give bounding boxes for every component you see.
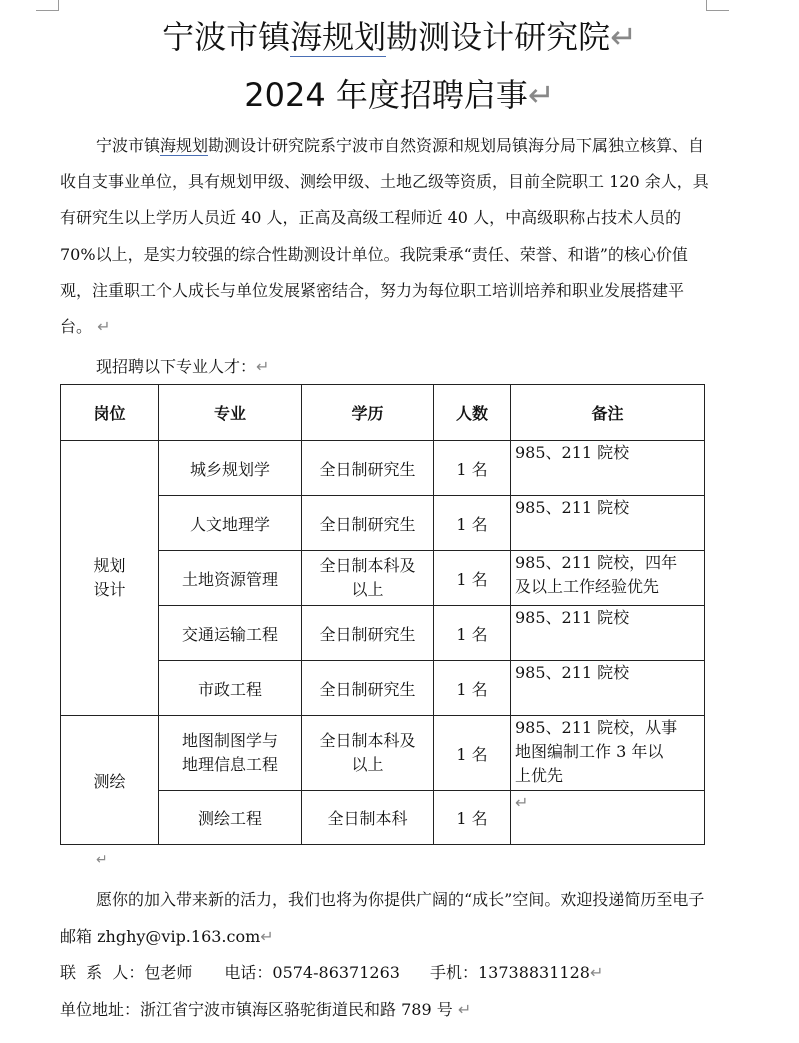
cell-major: 测绘工程	[159, 791, 302, 845]
closing-text: 愿你的加入带来新的活力，我们也将为你提供广阔的“成长”空间。欢迎投递简历至电子邮箱 zhghy@vip.163.com	[60, 890, 705, 946]
cell-note	[511, 551, 705, 606]
crop-mark-right	[706, 0, 729, 11]
closing-section	[60, 882, 710, 1028]
title-part: 宁波市镇	[162, 18, 291, 56]
group-label: 设计	[93, 580, 126, 599]
cell-major: 人文地理学	[159, 496, 302, 551]
cell-education: 全日制研究生	[302, 606, 434, 661]
cell-education	[302, 551, 434, 606]
positions-table	[60, 384, 705, 845]
paragraph-mark-icon: ↵	[260, 926, 274, 946]
phone-label: 电话：	[224, 963, 273, 982]
cell-line: 985、211 院校，从事	[515, 718, 678, 737]
cell-note: 985、211 院校	[511, 441, 705, 496]
paragraph-mark-icon: ↵	[256, 357, 270, 376]
cell-count: 1 名	[434, 551, 511, 606]
address-label: 单位地址：	[60, 999, 141, 1019]
intro-text: 勘测设计研究院系宁波市自然资源和规划局镇海分局下属独立核算、自收自支事业单位，具有规划甲级、测绘甲级、土地乙级等资质，目前全院职工 120 余人，具有研究生以上学历人员近 40 人，正高及高级工程师近 40 人，中高级职称占技术人员的 70%以上，是实力较强的综合性勘测设计单位。我院秉承“责任、荣誉、和谐”的核心价值观，注重职工个人成长与单位发展紧密结合，努力为每位职工培训培养和职业发展搭建平台。	[60, 136, 709, 337]
cell-education	[302, 716, 434, 791]
cell-note	[511, 791, 705, 845]
group-surveying: 测绘	[61, 716, 159, 845]
cell-major: 市政工程	[159, 661, 302, 716]
paragraph-mark-icon: ↵	[457, 999, 472, 1019]
cell-count: 1 名	[434, 606, 511, 661]
cell-line: 以上	[351, 755, 384, 774]
phone-number: 0574-86371263	[272, 963, 400, 982]
crop-mark-left	[36, 0, 59, 11]
intro-paragraph	[60, 128, 710, 345]
group-planning-design	[61, 441, 159, 716]
cell-line: 地图制图学与	[181, 731, 278, 750]
header-major: 专业	[159, 385, 302, 441]
cell-count: 1 名	[434, 661, 511, 716]
paragraph-mark-icon: ↵	[527, 76, 555, 114]
cell-line: 地图编制工作 3 年以	[515, 742, 664, 761]
cell-line: 全日制本科及	[319, 556, 416, 575]
cell-major: 交通运输工程	[159, 606, 302, 661]
cell-line: 及以上工作经验优先	[515, 577, 660, 596]
cell-education: 全日制研究生	[302, 496, 434, 551]
cell-major	[159, 716, 302, 791]
contact-label: 联 系 人：	[60, 963, 145, 982]
table-header-row	[61, 385, 705, 441]
cell-education: 全日制研究生	[302, 441, 434, 496]
table-row	[61, 716, 705, 791]
subtitle-text: 2024 年度招聘启事	[244, 76, 528, 114]
header-notes: 备注	[511, 385, 705, 441]
title-part: 勘测设计研究院	[386, 18, 611, 56]
intro-underlined-text: 海规划	[160, 136, 209, 155]
cell-line: 全日制本科及	[319, 731, 416, 750]
cell-note	[511, 716, 705, 791]
paragraph-mark-icon: ↵	[96, 852, 108, 868]
cell-education: 全日制本科	[302, 791, 434, 845]
cell-major: 土地资源管理	[159, 551, 302, 606]
contact-line	[60, 955, 710, 992]
title-underlined-part: 海规划	[290, 18, 387, 56]
cell-line: 地理信息工程	[181, 755, 278, 774]
paragraph-mark-icon: ↵	[610, 18, 637, 56]
cell-count: 1 名	[434, 441, 511, 496]
cell-note: 985、211 院校	[511, 661, 705, 716]
address-line	[60, 992, 710, 1029]
mobile-number: 13738831128	[477, 963, 590, 982]
cell-line: 以上	[351, 580, 384, 599]
cell-line: 985、211 院校，四年	[515, 553, 678, 572]
address-text: 浙江省宁波市镇海区骆驼街道民和路 789 号	[140, 999, 453, 1019]
header-education: 学历	[302, 385, 434, 441]
mobile-label: 手机：	[429, 963, 478, 982]
group-label: 规划	[93, 556, 126, 575]
cell-note: 985、211 院校	[511, 496, 705, 551]
header-position: 岗位	[61, 385, 159, 441]
subheading-text: 现招聘以下专业人才：	[96, 357, 257, 376]
paragraph-mark-icon: ↵	[97, 317, 111, 337]
intro-text: 宁波市镇	[96, 136, 161, 155]
cell-count: 1 名	[434, 791, 511, 845]
paragraph-mark-icon: ↵	[589, 963, 604, 982]
cell-note: 985、211 院校	[511, 606, 705, 661]
cell-line: 上优先	[515, 766, 564, 785]
cell-count: 1 名	[434, 496, 511, 551]
cell-count: 1 名	[434, 716, 511, 791]
recruit-subheading	[96, 352, 269, 382]
paragraph-mark-icon: ↵	[515, 793, 529, 812]
cell-education: 全日制研究生	[302, 661, 434, 716]
cell-major: 城乡规划学	[159, 441, 302, 496]
document-subtitle	[0, 72, 799, 118]
contact-name: 包老师	[144, 963, 193, 982]
header-count: 人数	[434, 385, 511, 441]
empty-paragraph	[96, 852, 108, 868]
document-title	[0, 14, 799, 60]
table-row	[61, 441, 705, 496]
